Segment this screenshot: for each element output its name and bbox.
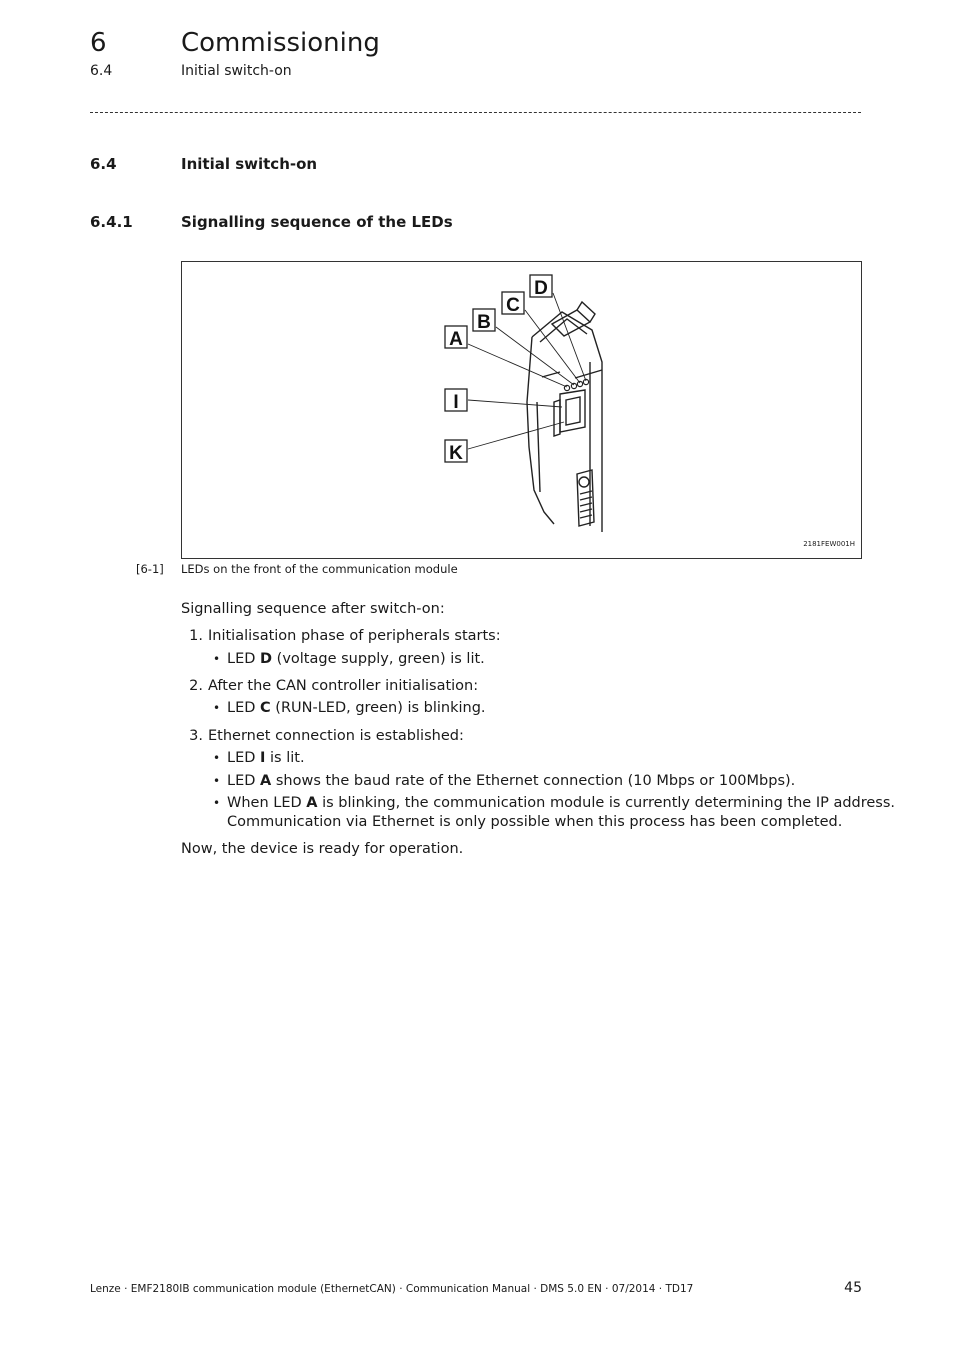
list-item: LED I is lit. (227, 750, 305, 766)
step-number: 1. (189, 628, 203, 644)
bullet-icon: • (213, 796, 221, 810)
figure-label: [6-1] (136, 562, 164, 576)
callout-b: B (477, 312, 491, 333)
page-number: 45 (844, 1280, 862, 1296)
callout-i: I (453, 392, 459, 413)
list-item-continuation: Communication via Ethernet is only possible when this process has been completed. (227, 814, 843, 830)
intro-text: Signalling sequence after switch-on: (181, 601, 445, 617)
step-text: Ethernet connection is established: (208, 728, 464, 744)
header-divider (90, 112, 861, 113)
module-illustration (182, 262, 863, 560)
chapter-title: Commissioning (181, 28, 380, 58)
section-number: 6.4 (90, 155, 117, 173)
module-housing (527, 302, 602, 532)
figure-frame (181, 261, 862, 559)
header-section-number: 6.4 (90, 63, 113, 79)
closing-text: Now, the device is ready for operation. (181, 841, 464, 857)
step-text: Initialisation phase of peripherals starts: (208, 628, 501, 644)
section-title: Initial switch-on (181, 155, 318, 173)
bullet-icon: • (213, 652, 221, 666)
step-text: After the CAN controller initialisation: (208, 678, 479, 694)
callout-a: A (449, 329, 463, 350)
callout-c: C (506, 295, 520, 316)
step-number: 3. (189, 728, 203, 744)
chapter-number: 6 (90, 28, 107, 58)
figure-caption: LEDs on the front of the communication module (181, 562, 458, 576)
header-section-title: Initial switch-on (181, 63, 292, 79)
list-item: LED C (RUN-LED, green) is blinking. (227, 700, 486, 716)
list-item: When LED A is blinking, the communication module is currently determining the IP address. (227, 795, 896, 811)
callout-boxes (445, 275, 552, 462)
footer-text: Lenze · EMF2180IB communication module (EthernetCAN) · Communication Manual · DMS 5.0 EN · 07/2014 · TD17 (90, 1283, 694, 1295)
bullet-icon: • (213, 751, 221, 765)
bullet-icon: • (213, 774, 221, 788)
list-item: LED D (voltage supply, green) is lit. (227, 651, 485, 667)
bullet-icon: • (213, 701, 221, 715)
list-item: LED A shows the baud rate of the Ethernet connection (10 Mbps or 100Mbps). (227, 773, 796, 789)
callout-d: D (534, 278, 548, 299)
callout-k: K (449, 443, 463, 464)
subsection-title: Signalling sequence of the LEDs (181, 213, 453, 231)
subsection-number: 6.4.1 (90, 213, 133, 231)
figure-code: 2181FEW001H (803, 540, 855, 548)
step-number: 2. (189, 678, 203, 694)
